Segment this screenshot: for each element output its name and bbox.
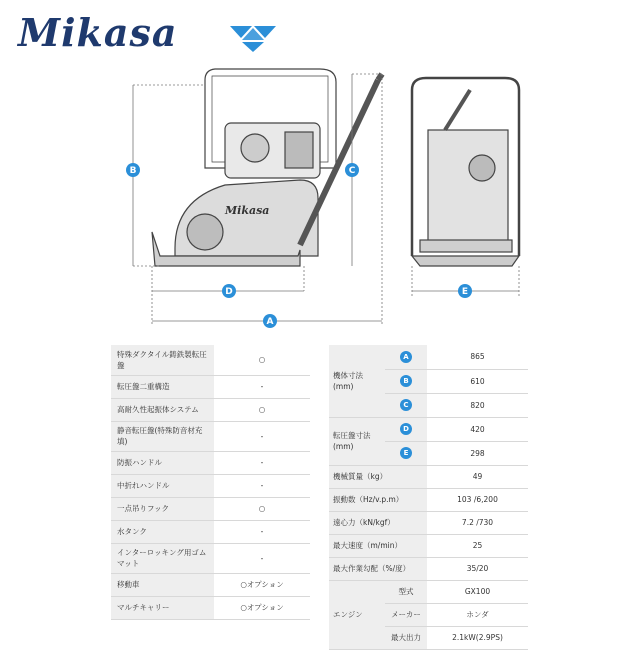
table-row (111, 421, 310, 451)
table-row (329, 345, 528, 369)
grade-value: 35/20 (427, 557, 528, 580)
feature-value: - (214, 451, 310, 474)
table-row (111, 596, 310, 619)
housing-brand-text: Mikasa (225, 204, 270, 217)
brand-mark-icon (228, 20, 290, 52)
table-row (329, 557, 528, 580)
svg-text:E: E (461, 287, 469, 297)
maker-value: ホンダ (427, 603, 528, 626)
mass-label: 機械質量（kg） (329, 465, 427, 488)
features-table (111, 345, 310, 620)
grade-label: 最大作業勾配（%/度） (329, 557, 427, 580)
speed-label: 最大速度（m/min） (329, 534, 427, 557)
badge-e: E (400, 447, 412, 459)
feature-value: ○オプション (214, 573, 310, 596)
force-value: 7.2 /730 (427, 511, 528, 534)
spec-c-value: 820 (427, 393, 528, 417)
feature-label: 特殊ダクタイル鋳鉄製転圧盤 (111, 345, 214, 375)
force-label: 遠心力（kN/kgf） (329, 511, 427, 534)
specs-table (329, 345, 528, 650)
table-row (111, 398, 310, 421)
table-row (111, 375, 310, 398)
feature-value: ○オプション (214, 596, 310, 619)
svg-text:A: A (266, 317, 274, 327)
speed-value: 25 (427, 534, 528, 557)
feature-label: 水タンク (111, 520, 214, 543)
feature-value: - (214, 421, 310, 451)
feature-value: ○ (214, 398, 310, 421)
body-dims-label: 機体寸法(mm) (329, 345, 385, 417)
dimension-badge-e (458, 284, 472, 298)
feature-label: マルチキャリー (111, 596, 214, 619)
freq-value: 103 /6,200 (427, 488, 528, 511)
power-label: 最大出力 (385, 626, 427, 649)
table-row (329, 417, 528, 441)
table-row (329, 534, 528, 557)
table-row (329, 488, 528, 511)
table-row (111, 573, 310, 596)
badge-b: B (400, 375, 412, 387)
feature-label: 静音転圧盤(特殊防音材充填) (111, 421, 214, 451)
dimension-badge-b (126, 163, 140, 177)
feature-value: - (214, 543, 310, 573)
feature-value: ○ (214, 497, 310, 520)
badge-c: C (400, 399, 412, 411)
spec-d-value: 420 (427, 417, 528, 441)
dimension-drawing (0, 60, 640, 345)
table-row (329, 511, 528, 534)
spec-a-value: 865 (427, 345, 528, 369)
feature-value: - (214, 375, 310, 398)
dimension-badge-d (222, 284, 236, 298)
spec-e-value: 298 (427, 441, 528, 465)
feature-value: - (214, 520, 310, 543)
feature-label: 防振ハンドル (111, 451, 214, 474)
engine-label: エンジン (329, 580, 385, 649)
svg-text:C: C (348, 166, 356, 176)
spec-b-value: 610 (427, 369, 528, 393)
table-row (111, 543, 310, 573)
model-label: 型式 (385, 580, 427, 603)
svg-text:B: B (129, 166, 137, 176)
svg-text:D: D (225, 287, 233, 297)
feature-label: 中折れハンドル (111, 474, 214, 497)
badge-a: A (400, 351, 412, 363)
dimension-badge-a (263, 314, 277, 328)
table-row (111, 497, 310, 520)
table-row (111, 451, 310, 474)
feature-label: 移動車 (111, 573, 214, 596)
feature-label: 高耐久性起振体システム (111, 398, 214, 421)
badge-d: D (400, 423, 412, 435)
table-row (111, 345, 310, 375)
table-row (111, 474, 310, 497)
plate-dims-label: 転圧盤寸法(mm) (329, 417, 385, 465)
feature-value: ○ (214, 345, 310, 375)
table-row (111, 520, 310, 543)
power-value: 2.1kW(2.9PS) (427, 626, 528, 649)
feature-label: インターロッキング用ゴムマット (111, 543, 214, 573)
mass-value: 49 (427, 465, 528, 488)
model-value: GX100 (427, 580, 528, 603)
dimension-badge-c (345, 163, 359, 177)
brand-wordmark: Mikasa (18, 10, 178, 55)
table-row (329, 465, 528, 488)
feature-label: 転圧盤二重構造 (111, 375, 214, 398)
maker-label: メーカー (385, 603, 427, 626)
feature-label: 一点吊りフック (111, 497, 214, 520)
brand-logo (14, 10, 284, 60)
table-row (329, 580, 528, 603)
feature-value: - (214, 474, 310, 497)
freq-label: 振動数（Hz/v.p.m） (329, 488, 427, 511)
